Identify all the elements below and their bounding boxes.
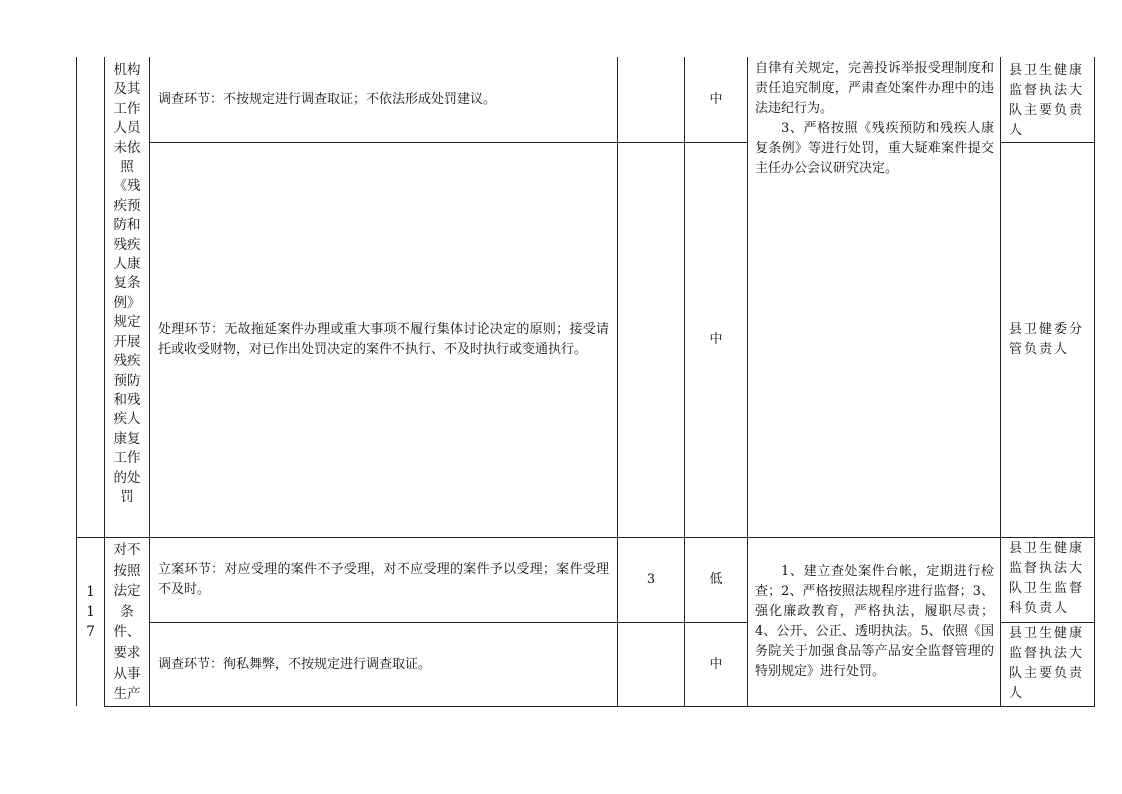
table-border (104, 706, 1095, 707)
category-text-line: 的处 (113, 469, 141, 486)
responsible-text: 县卫生健康监督执法大队主要负责人 (1009, 626, 1085, 701)
measures-text: 3、严格按照《残疾预防和残疾人康复条例》等进行处罚，重大疑难案件提交主任办公会议研究决定。 (755, 121, 994, 176)
category-text-line: 疾人 (113, 411, 141, 428)
risk-text: 立案环节：对应受理的案件不予受理，对不应受理的案件予以受理；案件受理不及时。 (158, 562, 609, 597)
category-text-line: 人员 (113, 120, 141, 137)
risk-text: 调查环节：不按规定进行调查取证；不依法形成处罚建议。 (158, 91, 497, 107)
category-text-line: 康复 (113, 430, 141, 447)
category-cell (105, 538, 149, 706)
prevention-measures-cell (748, 57, 1000, 537)
category-text-line: 预防 (113, 372, 141, 389)
category-text-line: 例》 (113, 294, 141, 311)
category-text-line: 机构 (113, 62, 141, 78)
risk-level: 低 (709, 572, 723, 587)
category-text-line: 要求 (113, 644, 141, 661)
category-text-line: 罚 (120, 488, 134, 505)
category-text-line: 工作 (113, 100, 141, 117)
category-text-line: 条 (120, 603, 134, 620)
responsible-person-cell (1001, 538, 1094, 622)
category-text-line: 《残 (113, 178, 141, 195)
risk-point-count: 3 (646, 572, 656, 587)
measures-text: 1、建立查处案件台帐，定期进行检查；2、严格按照法规程序进行监督；3、强化廉政教育，严格执法，履职尽责；4、公开、公正、透明执法。5、依照《国务院关于加强食品等产品安全监督管理的特别规定》进行处罚。 (755, 564, 994, 679)
category-text-line: 开展 (113, 333, 141, 350)
table-border (1094, 57, 1095, 706)
category-text-line: 生产 (113, 686, 141, 703)
item-number: 117 (86, 584, 95, 640)
category-text-line: 未依 (113, 139, 141, 156)
category-text-line: 残疾 (113, 353, 141, 370)
category-text-line: 规定 (113, 314, 141, 331)
category-text-line: 按照 (113, 562, 141, 579)
risk-level: 中 (709, 91, 723, 107)
risk-level: 中 (709, 332, 723, 347)
risk-text: 调查环节：徇私舞弊，不按规定进行调查取证。 (158, 656, 432, 672)
category-cell (105, 57, 149, 537)
risk-description-cell (150, 623, 617, 706)
responsible-person-cell (1001, 143, 1094, 537)
responsible-text: 县卫生健康监督执法大队主要负责人 (1009, 63, 1085, 138)
risk-description-cell (150, 538, 617, 622)
category-text-line: 对不 (113, 542, 141, 558)
category-text-line: 复条 (113, 275, 141, 292)
category-text-line: 工作 (113, 450, 141, 467)
category-text-line: 人康 (113, 256, 141, 273)
measures-text: 自律有关规定，完善投诉举报受理制度和责任追究制度，严肃查处案件办理中的违法违纪行为。 (755, 61, 994, 116)
risk-description-cell (150, 57, 617, 142)
category-text-line: 从事 (113, 665, 141, 682)
risk-level-cell (685, 143, 747, 537)
risk-level-cell (685, 57, 747, 142)
category-text-line: 照 (120, 159, 134, 176)
responsible-text: 县卫生健康监督执法大队卫生监督科负责人 (1009, 541, 1085, 616)
risk-level-cell (685, 623, 747, 706)
category-text-line: 疾预 (113, 197, 141, 214)
risk-description-cell (150, 143, 617, 537)
risk-text: 处理环节：无故拖延案件办理或重大事项不履行集体讨论决定的原则；接受请托或收受财物，对已作出处罚决定的案件不执行、不及时执行或变通执行。 (158, 322, 609, 357)
count-cell (618, 538, 684, 622)
responsible-person-cell (1001, 623, 1094, 706)
responsible-text: 县卫健委分管负责人 (1009, 322, 1085, 357)
risk-level: 中 (709, 656, 723, 672)
category-text-line: 残疾 (113, 236, 141, 253)
responsible-person-cell (1001, 57, 1094, 142)
category-text-line: 防和 (113, 217, 141, 234)
risk-level-cell (685, 538, 747, 622)
prevention-measures-cell (748, 538, 1000, 706)
category-text-line: 及其 (113, 81, 141, 98)
category-text-line: 件、 (113, 624, 141, 641)
category-text-line: 法定 (113, 583, 141, 600)
category-text-line: 和残 (113, 391, 141, 408)
item-number-cell (77, 538, 104, 706)
